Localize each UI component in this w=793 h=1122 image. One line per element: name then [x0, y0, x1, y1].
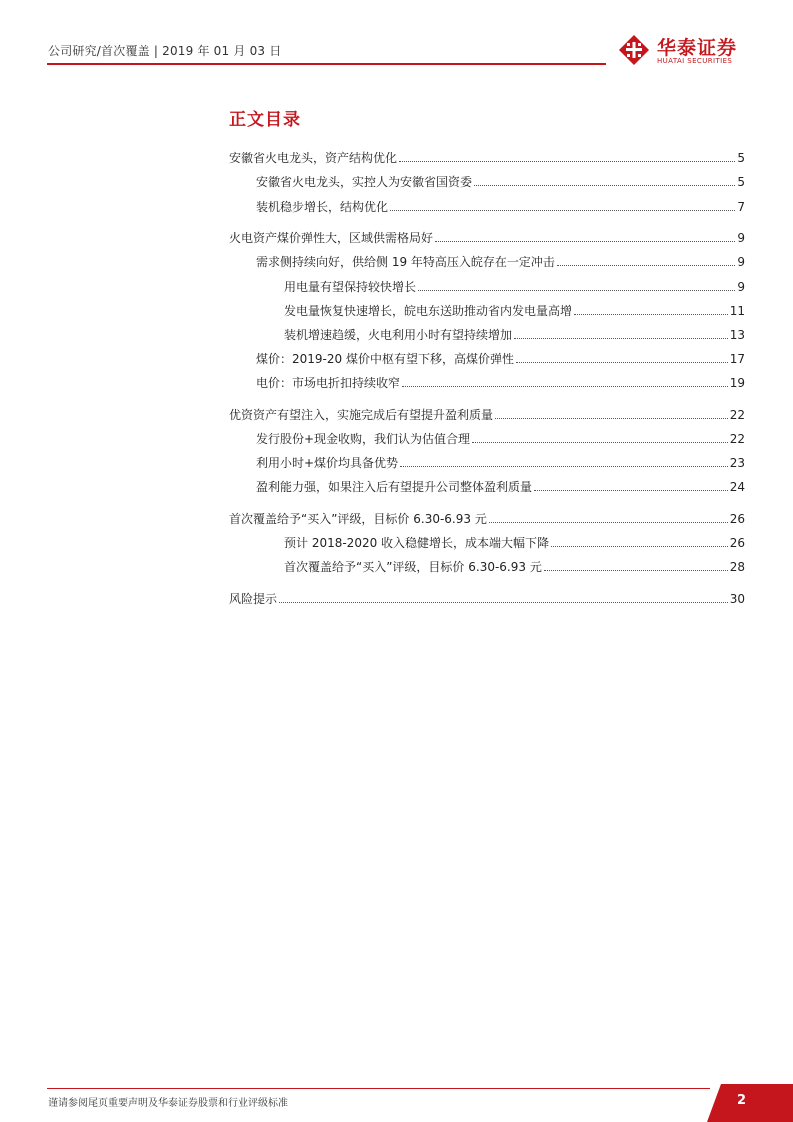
toc-leader-dots	[472, 442, 728, 443]
toc-entry[interactable]	[256, 431, 745, 447]
toc-entry-label: 用电量有望保持较快增长	[284, 280, 417, 294]
toc-leader-dots	[489, 522, 728, 523]
toc-entry-label: 风险提示	[229, 592, 278, 606]
toc-entry-page: 19	[729, 376, 745, 390]
toc-entry-label: 利用小时+煤价均具备优势	[256, 456, 399, 470]
toc-leader-dots	[418, 290, 735, 291]
toc-entry-page: 17	[729, 352, 745, 366]
toc-entry[interactable]	[256, 254, 745, 270]
toc-entry-page: 23	[729, 456, 745, 470]
toc-leader-dots	[557, 265, 735, 266]
toc-entry-page: 24	[729, 480, 745, 494]
toc-title: 正文目录	[229, 110, 301, 130]
toc-entry-label: 安徽省火电龙头，资产结构优化	[229, 151, 398, 165]
toc-entry-label: 电价：市场电折扣持续收窄	[256, 376, 401, 390]
toc-entry[interactable]	[284, 279, 745, 295]
toc-entry-label: 需求侧持续向好，供给侧 19 年特高压入皖存在一定冲击	[256, 255, 555, 269]
toc-leader-dots	[551, 546, 728, 547]
toc-entry-label: 发电量恢复快速增长，皖电东送助推动省内发电量高增	[284, 304, 573, 318]
toc-entry[interactable]	[256, 174, 745, 190]
toc-leader-dots	[534, 490, 728, 491]
toc-entry[interactable]	[284, 303, 745, 319]
logo-chinese-name: 华泰证券	[657, 37, 738, 59]
toc-entry-page: 22	[729, 408, 745, 422]
toc-entry[interactable]	[229, 150, 745, 166]
toc-entry-page: 7	[737, 200, 745, 214]
toc-entry[interactable]	[284, 559, 745, 575]
logo-english-name: HUATAI SECURITIES	[657, 57, 733, 65]
toc-entry-page: 26	[729, 536, 745, 550]
toc-entry-page: 11	[729, 304, 745, 318]
toc-entry[interactable]	[284, 327, 745, 343]
page-number: 2	[737, 1093, 747, 1108]
toc-entry-label: 装机增速趋缓，火电利用小时有望持续增加	[284, 328, 513, 342]
toc-leader-dots	[400, 466, 728, 467]
toc-entry[interactable]	[284, 535, 745, 551]
toc-entry-page: 13	[729, 328, 745, 342]
toc-entry[interactable]	[256, 455, 745, 471]
toc-entry-page: 26	[729, 512, 745, 526]
toc-entry[interactable]	[256, 199, 745, 215]
huatai-logo-icon	[617, 33, 651, 67]
toc-leader-dots	[279, 602, 728, 603]
toc-leader-dots	[474, 185, 735, 186]
toc-leader-dots	[514, 338, 728, 339]
toc-entry-label: 盈利能力强，如果注入后有望提升公司整体盈利质量	[256, 480, 533, 494]
page-number-tab-icon	[707, 1084, 793, 1122]
toc-entry-page: 9	[737, 280, 745, 294]
toc-leader-dots	[390, 210, 735, 211]
toc-entry[interactable]	[229, 407, 745, 423]
toc-entry-page: 9	[737, 255, 745, 269]
toc-entry[interactable]	[256, 375, 745, 391]
toc-entry-label: 首次覆盖给予“买入”评级，目标价 6.30-6.93 元	[284, 560, 542, 574]
toc-entry-label: 安徽省火电龙头，实控人为安徽省国资委	[256, 175, 473, 189]
toc-entry[interactable]	[229, 230, 745, 246]
company-logo	[617, 33, 749, 69]
toc-entry-page: 30	[729, 592, 745, 606]
header-text: 公司研究/首次覆盖 | 2019 年 01 月 03 日	[48, 44, 282, 58]
toc-leader-dots	[402, 386, 728, 387]
toc-entry-page: 22	[729, 432, 745, 446]
toc-entry[interactable]	[256, 479, 745, 495]
toc-entry[interactable]	[256, 351, 745, 367]
toc-entry-page: 5	[737, 175, 745, 189]
toc-entry-label: 发行股份+现金收购，我们认为估值合理	[256, 432, 471, 446]
toc-entry-label: 优资资产有望注入，实施完成后有望提升盈利质量	[229, 408, 494, 422]
toc-entry-label: 预计 2018-2020 收入稳健增长，成本端大幅下降	[284, 536, 550, 550]
toc-entry-label: 火电资产煤价弹性大，区域供需格局好	[229, 231, 434, 245]
toc-entry[interactable]	[229, 511, 745, 527]
toc-entry[interactable]	[229, 591, 745, 607]
toc-entry-page: 28	[729, 560, 745, 574]
toc-leader-dots	[574, 314, 728, 315]
toc-leader-dots	[495, 418, 728, 419]
toc-leader-dots	[435, 241, 735, 242]
toc-leader-dots	[544, 570, 728, 571]
footer-divider	[47, 1088, 710, 1089]
toc-leader-dots	[516, 362, 728, 363]
header-divider	[47, 63, 606, 65]
toc-leader-dots	[399, 161, 735, 162]
toc-entry-page: 9	[737, 231, 745, 245]
toc-entry-label: 煤价：2019-20 煤价中枢有望下移，高煤价弹性	[256, 352, 514, 366]
toc-entry-label: 首次覆盖给予“买入”评级，目标价 6.30-6.93 元	[229, 512, 487, 526]
toc-entry-label: 装机稳步增长，结构优化	[256, 200, 389, 214]
toc-entry-page: 5	[737, 151, 745, 165]
footer-disclaimer: 谨请参阅尾页重要声明及华泰证券股票和行业评级标准	[48, 1098, 288, 1109]
